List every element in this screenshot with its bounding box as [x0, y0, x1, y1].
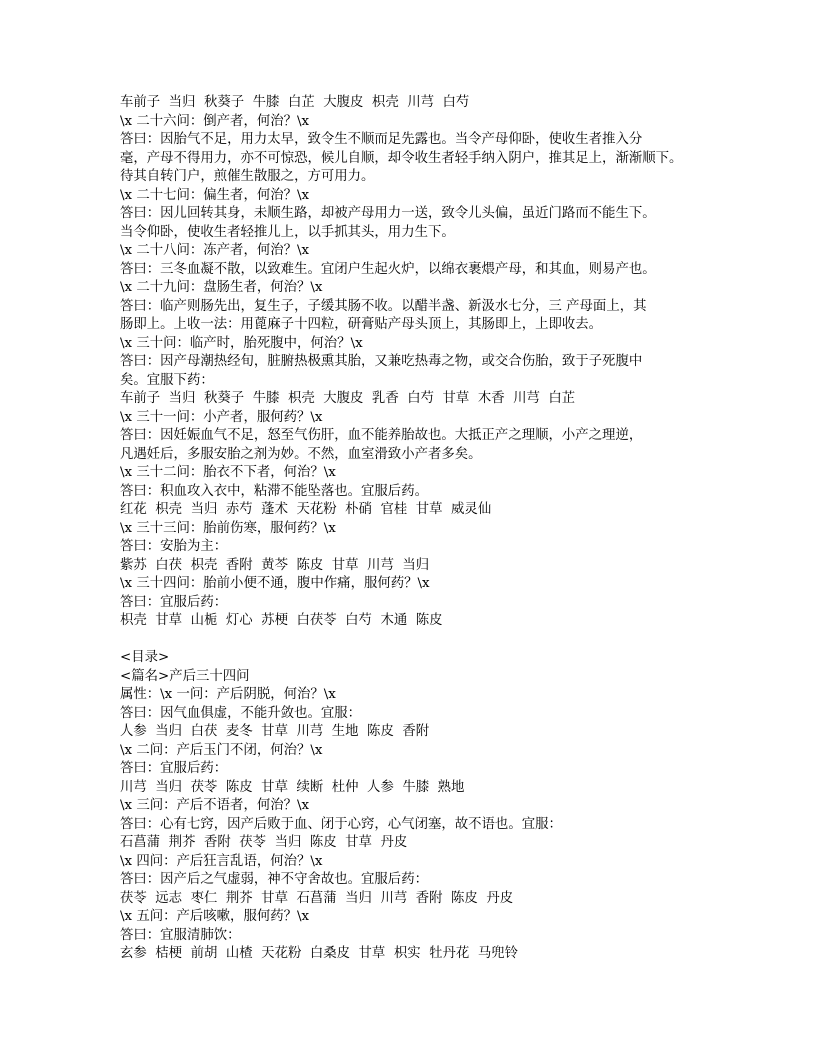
text-line: 答曰：宜服清肺饮： [120, 927, 241, 943]
text-line: 玄参 桔梗 前胡 山楂 天花粉 白桑皮 甘草 枳实 牡丹花 马兜铃 [120, 946, 518, 961]
text-line: <篇名>产后三十四问 [120, 668, 250, 684]
text-line: 答曰：因妊娠血气不足，怒至气伤肝，血不能养胎故也。大抵正产之理顺，小产之理逆， [120, 428, 643, 443]
text-line: 答曰：因儿回转其身，未顺生路，却被产母用力一送，致令儿头偏，虽近门路而不能生下。 [120, 206, 656, 221]
text-line: 紫苏 白茯 枳壳 香附 黄芩 陈皮 甘草 川芎 当归 [120, 557, 430, 573]
text-line: 属性：\x 一问：产后阴脱，何治？\x [120, 687, 336, 702]
text-line: \x 三十一问：小产者，服何药？\x [120, 409, 323, 425]
text-line: 答曰：因气血俱虚，不能升敛也。宜服： [120, 705, 362, 721]
text-line: 答曰：三冬血凝不散，以致难生。宜闭户生起火炉，以绵衣裹煨产母，和其血，则易产也。 [120, 261, 656, 277]
text-line: 毫，产母不得用力，亦不可惊恐，候儿自顺，却令收生者轻手纳入阴户，推其足上，渐渐顺下。 [120, 150, 683, 166]
text-line: 当令仰卧，使收生者轻推儿上，以手抓其头，用力生下。 [120, 224, 455, 240]
text-line: 待其自转门户，煎催生散服之，方可用力。 [120, 169, 375, 184]
text-line: \x 三十四问：胎前小便不通，腹中作痛，服何药？\x [120, 576, 430, 591]
text-line: 人参 当归 白茯 麦冬 甘草 川芎 生地 陈皮 香附 [120, 724, 430, 739]
text-line: 肠即上。上收一法：用蓖麻子十四粒，研膏贴产母头顶上，其肠即上，上即收去。 [120, 317, 603, 332]
text-line: <目录> [120, 650, 170, 665]
text-line: 石菖蒲 荆芥 香附 茯苓 当归 陈皮 甘草 丹皮 [120, 835, 408, 850]
text-line: 答曰：因产后之气虚弱，神不守舍故也。宜服后药： [120, 872, 428, 887]
text-line: 车前子 当归 秋葵子 牛膝 枳壳 大腹皮 乳香 白芍 甘草 木香 川芎 白芷 [120, 391, 576, 406]
text-line: \x 三十二问：胎衣不下者，何治？\x [120, 465, 336, 480]
text-line: \x 二十六问：倒产者，何治？\x [120, 113, 310, 129]
text-line: 茯苓 远志 枣仁 荆芥 甘草 石菖蒲 当归 川芎 香附 陈皮 丹皮 [120, 890, 514, 906]
text-line: 车前子 当归 秋葵子 牛膝 白芷 大腹皮 枳壳 川芎 白芍 [120, 95, 470, 110]
text-line: 矣。宜服下药： [120, 372, 214, 388]
text-line: 红花 枳壳 当归 赤芍 蓬术 天花粉 朴硝 官桂 甘草 威灵仙 [120, 502, 492, 517]
text-line: 答曰：因产母潮热经旬，脏腑热极熏其胎，又兼吃热毒之物，或交合伤胎，致于子死腹中 [120, 354, 643, 369]
text-line: 答曰：积血攻入衣中，粘滞不能坠落也。宜服后药。 [120, 483, 428, 499]
document-body [120, 94, 720, 964]
text-line: 答曰：心有七窍，因产后败于血、闭于心窍，心气闭塞，故不语也。宜服： [120, 816, 562, 832]
text-line: \x 二十八问：冻产者，何治？\x [120, 243, 310, 258]
text-line: 答曰：安胎为主： [120, 539, 228, 554]
text-line: \x 五问：产后咳嗽，服何药？\x [120, 909, 310, 924]
text-line: \x 三十问：临产时，胎死腹中，何治？\x [120, 335, 363, 351]
blank-line [120, 631, 720, 650]
text-line: 答曰：宜服后药： [120, 594, 228, 610]
text-line: \x 四问：产后狂言乱语，何治？\x [120, 853, 323, 869]
text-line: \x 三问：产后不语者，何治？\x [120, 798, 310, 813]
text-line: 答曰：宜服后药： [120, 761, 228, 776]
text-line: 答曰：临产则肠先出，复生子，子缓其肠不收。以醋半盏、新汲水七分，三 产母面上，其 [120, 298, 647, 314]
text-line: \x 二问：产后玉门不闭，何治？\x [120, 742, 323, 758]
text-line: \x 二十九问：盘肠生者，何治？\x [120, 280, 323, 295]
text-line: \x 三十三问：胎前伤寒，服何药？\x [120, 520, 336, 536]
text-line: 凡遇妊后，多服安胎之剂为妙。不然，血室滑致小产者多矣。 [120, 446, 482, 462]
text-line: \x 二十七问：偏生者，何治？\x [120, 187, 310, 203]
text-line: 答曰：因胎气不足，用力太早，致令生不顺而足先露也。当令产母仰卧，使收生者推入分 [120, 132, 643, 147]
text-line: 川芎 当归 茯苓 陈皮 甘草 续断 杜仲 人参 牛膝 熟地 [120, 779, 465, 795]
text-line: 枳壳 甘草 山栀 灯心 苏梗 白茯苓 白芍 木通 陈皮 [120, 613, 443, 628]
